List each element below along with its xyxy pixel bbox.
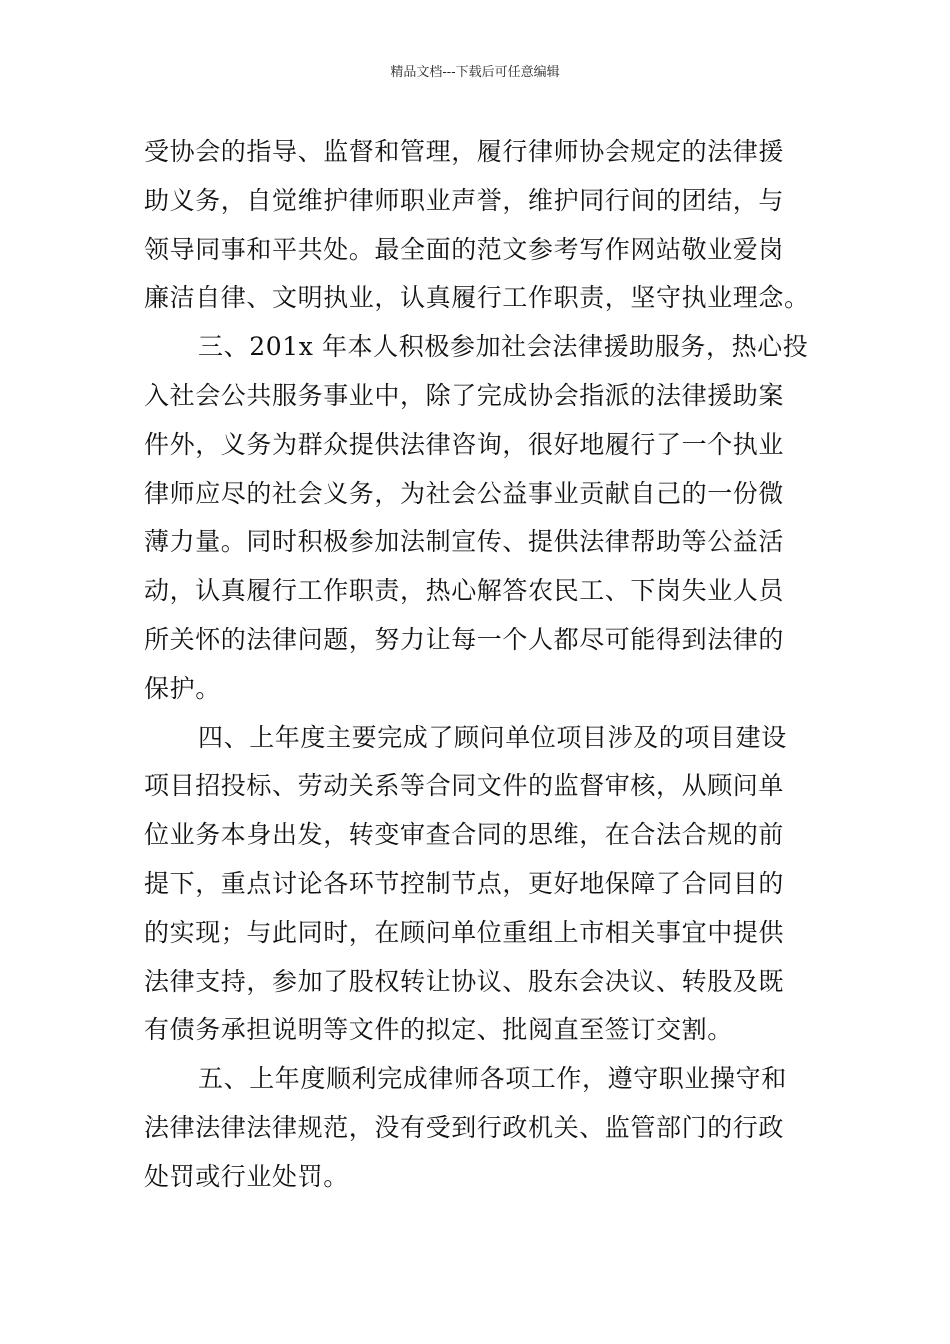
text-line: 所关怀的法律问题，努力让每一个人都尽可能得到法律的 — [144, 624, 785, 654]
text-line: 薄力量。同时积极参加法制宣传、提供法律帮助等公益活 — [144, 527, 785, 557]
text-line: 的实现；与此同时，在顾问单位重组上市相关事宜中提供 — [144, 917, 785, 947]
text-line: 法律法律法律规范，没有受到行政机关、监管部门的行政 — [144, 1112, 785, 1142]
text-line: 位业务本身出发，转变审查合同的思维，在合法合规的前 — [144, 820, 785, 850]
text-line: 受协会的指导、监督和管理，履行律师协会规定的法律援 — [144, 137, 785, 166]
text-line: 领导同事和平共处。最全面的范文参考写作网站敬业爱岗 — [144, 234, 785, 264]
page-header: 精品文档---下载后可任意编辑 — [390, 65, 560, 80]
text-line: 项目招投标、劳动关系等合同文件的监督审核，从顾问单 — [144, 771, 785, 801]
paragraph-start-4: 四、上年度主要完成了顾问单位项目涉及的项目建设 — [198, 722, 787, 752]
text-line: 助义务，自觉维护律师职业声誉，维护同行间的团结，与 — [144, 185, 785, 215]
text-line: 保护。 — [144, 673, 221, 703]
text-line: 件外，义务为群众提供法律咨询，很好地履行了一个执业 — [144, 429, 785, 459]
text-line: 律师应尽的社会义务，为社会公益事业贡献自己的一份微 — [144, 478, 785, 508]
paragraph-start-5: 五、上年度顺利完成律师各项工作，遵守职业操守和 — [198, 1064, 787, 1094]
text-line: 处罚或行业处罚。 — [144, 1161, 349, 1191]
text-line: 有债务承担说明等文件的拟定、批阅直至签订交割。 — [144, 1015, 733, 1045]
text-line: 提下，重点讨论各环节控制节点，更好地保障了合同目的 — [144, 868, 785, 898]
text-line: 入社会公共服务事业中，除了完成协会指派的法律援助案 — [144, 380, 785, 410]
text-line: 廉洁自律、文明执业，认真履行工作职责，坚守执业理念。 — [144, 283, 810, 313]
text-line: 法律支持，参加了股权转让协议、股东会决议、转股及既 — [144, 966, 785, 996]
body-text — [144, 128, 808, 1202]
paragraph-start-3: 三、201x 年本人积极参加社会法律援助服务，热心投 — [198, 332, 809, 362]
text-line: 动，认真履行工作职责，热心解答农民工、下岗失业人员 — [144, 576, 785, 606]
